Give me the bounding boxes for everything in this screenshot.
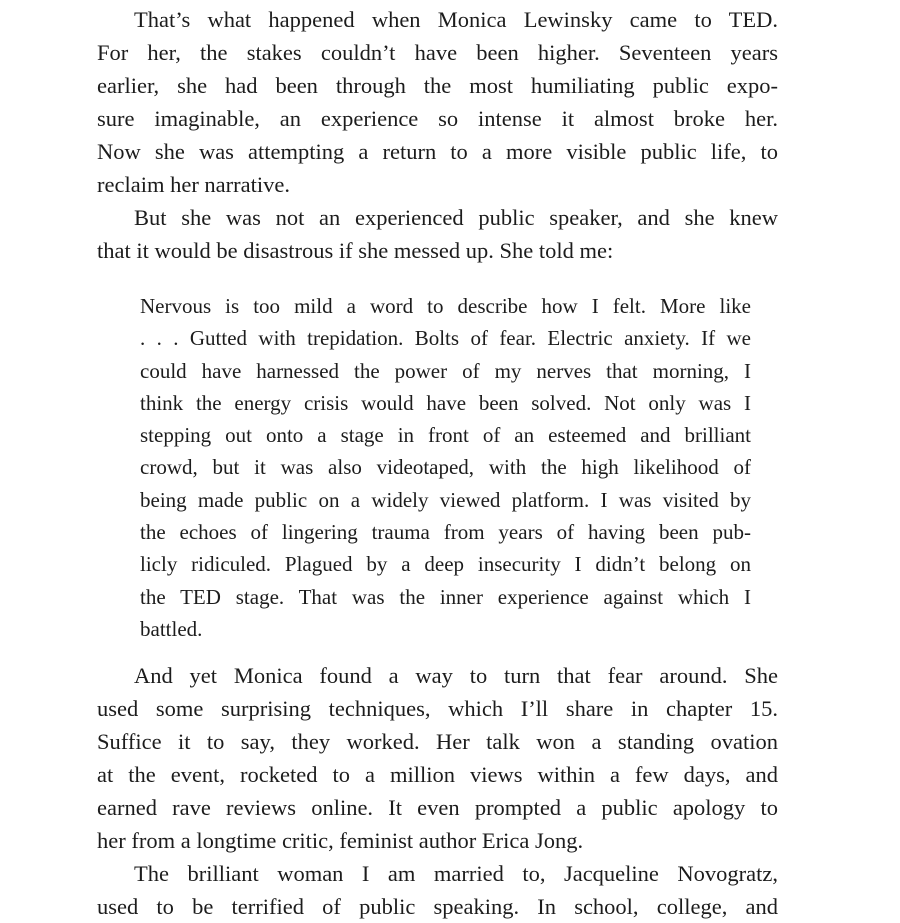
paragraph bbox=[97, 857, 778, 923]
text-line: think the energy crisis would have been solved. Not only was I bbox=[140, 390, 751, 415]
text-line: used some surprising techniques, which I’ll share in chapter 15. bbox=[97, 696, 778, 722]
paragraph bbox=[97, 659, 778, 857]
paragraph bbox=[97, 3, 778, 201]
text-line: Nervous is too mild a word to describe how I felt. More like bbox=[140, 294, 751, 318]
text-line: her from a longtime critic, feminist author Erica Jong. bbox=[97, 828, 584, 854]
paragraph-container bbox=[97, 3, 778, 923]
text-line: . . . Gutted with trepidation. Bolts of fear. Electric anxiety. If we bbox=[140, 326, 751, 351]
text-line: reclaim her narrative. bbox=[97, 172, 291, 197]
text-line: the TED stage. That was the inner experience against which I bbox=[140, 584, 751, 609]
page-text-area bbox=[97, 0, 778, 920]
text-line: the echoes of lingering trauma from years of having been pub- bbox=[140, 520, 751, 545]
text-line: being made public on a widely viewed platform. I was visited by bbox=[140, 487, 751, 512]
text-line: used to be terrified of public speaking. In school, college, and bbox=[97, 894, 778, 920]
text-line: could have harnessed the power of my nerves that morning, I bbox=[140, 358, 751, 383]
text-line: earned rave reviews online. It even prompted a public apology to bbox=[97, 795, 778, 821]
text-line: sure imaginable, an experience so intense it almost broke her. bbox=[97, 106, 778, 131]
paragraph bbox=[97, 201, 778, 267]
text-line: That’s what happened when Monica Lewinsky came to TED. bbox=[134, 7, 778, 32]
text-line: But she was not an experienced public speaker, and she knew bbox=[134, 205, 778, 230]
text-line: licly ridiculed. Plagued by a deep insecurity I didn’t belong on bbox=[140, 552, 751, 577]
text-line: Suffice it to say, they worked. Her talk won a standing ovation bbox=[97, 729, 778, 755]
text-line: Now she was attempting a return to a more visible public life, to bbox=[97, 139, 778, 164]
text-line: that it would be disastrous if she messed up. She told me: bbox=[97, 238, 614, 263]
quote-block bbox=[140, 290, 751, 645]
text-line: For her, the stakes couldn’t have been higher. Seventeen years bbox=[97, 40, 778, 65]
text-line: earlier, she had been through the most humiliating public expo- bbox=[97, 73, 778, 98]
text-line: The brilliant woman I am married to, Jacqueline Novogratz, bbox=[134, 861, 778, 887]
text-line: at the event, rocketed to a million views within a few days, and bbox=[97, 762, 778, 788]
text-line: battled. bbox=[140, 616, 203, 641]
text-line: stepping out onto a stage in front of an esteemed and brilliant bbox=[140, 423, 751, 448]
text-line: And yet Monica found a way to turn that fear around. She bbox=[134, 663, 778, 689]
text-line: crowd, but it was also videotaped, with the high likelihood of bbox=[140, 455, 751, 480]
